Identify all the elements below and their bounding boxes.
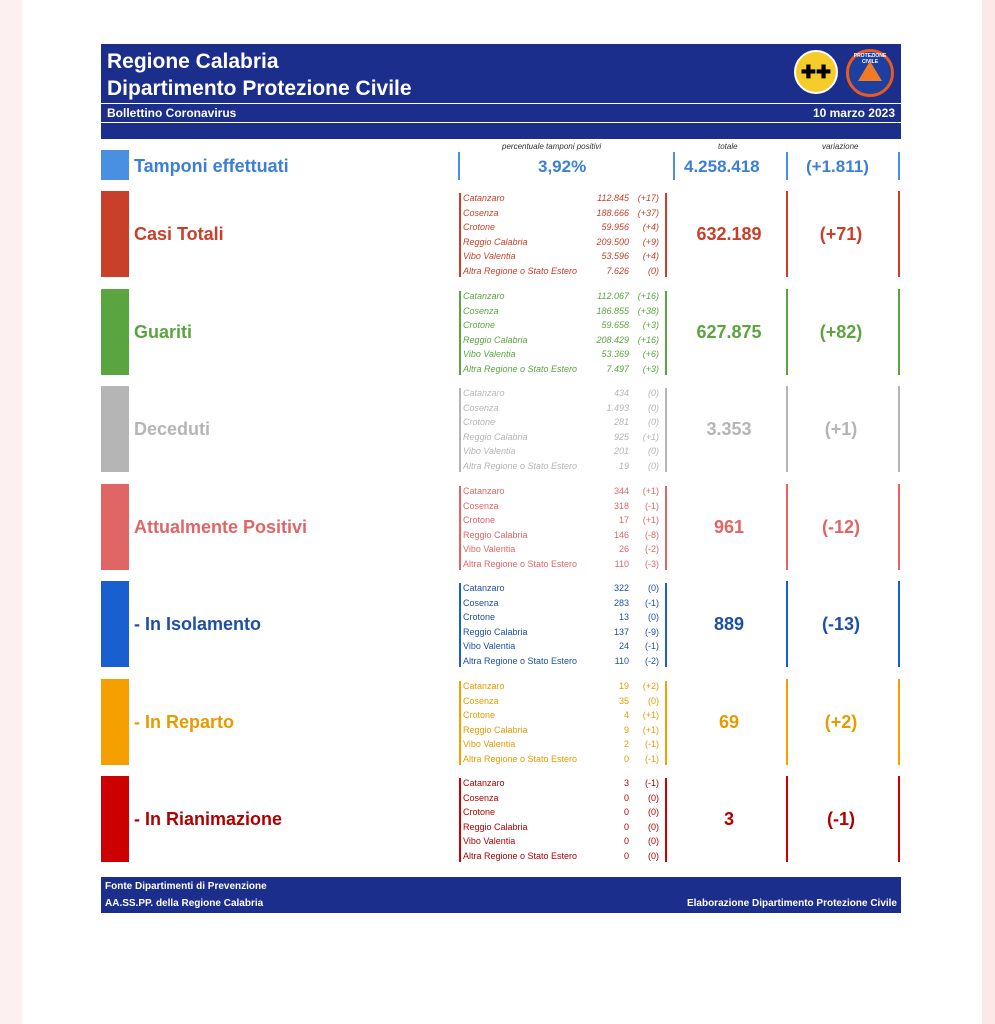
province-value: 201: [613, 446, 629, 456]
province-delta: (+1): [642, 486, 659, 496]
table-row: [463, 291, 663, 305]
province-delta: (-1): [645, 778, 659, 788]
province-name: Vibo Valentia: [463, 446, 516, 456]
province-table: [459, 291, 667, 375]
table-left-border: [459, 583, 461, 667]
province-table: [459, 778, 667, 862]
province-delta: (0): [648, 836, 659, 846]
section-total: 632.189: [696, 224, 762, 244]
province-delta: (+4): [642, 222, 659, 232]
table-left-border: [459, 778, 461, 862]
province-value: 53.596: [601, 251, 629, 261]
province-value: 318: [613, 500, 629, 511]
province-value: 434: [613, 388, 629, 398]
table-row: [463, 696, 663, 710]
province-delta: (+6): [642, 349, 659, 359]
province-delta: (-8): [645, 529, 659, 540]
table-row: [463, 612, 663, 626]
province-delta: (+3): [642, 320, 659, 330]
province-value: 110: [614, 558, 629, 569]
table-row: [463, 251, 663, 265]
header-title-line2: Dipartimento Protezione Civile: [107, 77, 412, 100]
province-value: 208.429: [596, 334, 629, 345]
table-row: [463, 266, 663, 280]
tamponi-divider: [673, 152, 675, 180]
province-value: 0: [623, 792, 629, 803]
province-delta: (0): [648, 612, 659, 622]
section-divider: [898, 776, 900, 862]
table-row: [463, 778, 663, 792]
tamponi-color-marker: [101, 150, 129, 180]
province-name: Vibo Valentia: [463, 739, 516, 749]
province-value: 0: [623, 807, 629, 817]
table-row: [463, 349, 663, 363]
table-row: [463, 388, 663, 402]
province-value: 925: [613, 431, 629, 442]
section-3: [0, 484, 995, 570]
province-value: 186.855: [596, 305, 629, 316]
province-delta: (+1): [642, 710, 659, 720]
table-row: [463, 222, 663, 236]
section-total: 3: [723, 809, 734, 829]
province-name: Reggio Calabria: [463, 626, 528, 637]
caption-variazione: variazione: [822, 142, 859, 151]
table-row: [463, 306, 663, 320]
section-total: 627.875: [696, 322, 762, 342]
province-name: Reggio Calabria: [463, 431, 528, 442]
table-row: [463, 335, 663, 349]
province-name: Cosenza: [463, 500, 499, 511]
province-delta: (+16): [637, 291, 659, 301]
province-value: 53.369: [601, 349, 629, 359]
table-row: [463, 656, 663, 670]
tamponi-variazione: (+1.811): [806, 157, 869, 176]
table-row: [463, 583, 663, 597]
section-label: - In Isolamento: [134, 614, 262, 634]
province-delta: (0): [648, 460, 659, 471]
section-color-marker: [101, 191, 129, 277]
table-row: [463, 417, 663, 431]
province-name: Catanzaro: [463, 583, 505, 593]
province-value: 7.497: [606, 363, 629, 374]
regione-calabria-logo: ✚✚: [794, 50, 838, 94]
province-delta: (+37): [637, 207, 659, 218]
province-name: Vibo Valentia: [463, 251, 516, 261]
table-row: [463, 598, 663, 612]
section-color-marker: [101, 386, 129, 472]
section-0: [0, 191, 995, 277]
province-value: 0: [623, 753, 629, 764]
province-name: Crotone: [463, 417, 496, 427]
province-table: [459, 388, 667, 472]
section-variation: (+1): [824, 419, 858, 439]
province-table: [459, 681, 667, 765]
table-row: [463, 559, 663, 573]
table-row: [463, 793, 663, 807]
protezione-civile-logo: PROTEZIONE CIVILE: [846, 49, 894, 97]
province-name: Catanzaro: [463, 681, 505, 691]
province-delta: (-1): [645, 739, 659, 749]
section-label: Guariti: [134, 322, 193, 342]
province-name: Vibo Valentia: [463, 836, 516, 846]
table-row: [463, 237, 663, 251]
province-name: Altra Regione o Stato Estero: [463, 265, 578, 276]
table-row: [463, 725, 663, 739]
province-value: 137: [613, 626, 629, 637]
header-subtitle: Bollettino Coronavirus: [107, 106, 237, 120]
footer-banner: [101, 877, 901, 913]
table-row: [463, 807, 663, 821]
footer-source-line2: AA.SS.PP. della Regione Calabria: [105, 898, 264, 909]
section-label: - In Rianimazione: [134, 809, 283, 829]
province-name: Vibo Valentia: [463, 641, 516, 651]
table-right-border: [665, 583, 667, 667]
province-value: 283: [613, 597, 629, 608]
section-variation: (+82): [819, 322, 863, 342]
section-4: [0, 581, 995, 667]
table-row: [463, 627, 663, 641]
province-value: 9: [623, 724, 629, 735]
table-row: [463, 710, 663, 724]
header-title-line1: Regione Calabria: [107, 50, 279, 73]
table-row: [463, 208, 663, 222]
province-name: Catanzaro: [463, 291, 505, 301]
table-row: [463, 320, 663, 334]
province-delta: (0): [648, 695, 659, 706]
province-value: 110: [614, 655, 629, 666]
province-name: Altra Regione o Stato Estero: [463, 460, 578, 471]
footer-credit: Elaborazione Dipartimento Protezione Civile: [686, 898, 897, 909]
province-delta: (+9): [642, 236, 659, 247]
tamponi-totale: 4.258.418: [684, 157, 760, 176]
table-row: [463, 461, 663, 475]
table-right-border: [665, 291, 667, 375]
table-row: [463, 446, 663, 460]
section-divider: [898, 484, 900, 570]
section-6: [0, 776, 995, 862]
table-left-border: [459, 388, 461, 472]
tamponi-divider: [898, 152, 900, 180]
province-name: Vibo Valentia: [463, 544, 516, 554]
province-delta: (0): [648, 583, 659, 593]
province-delta: (+3): [642, 363, 659, 374]
province-table: [459, 486, 667, 570]
province-name: Cosenza: [463, 305, 499, 316]
province-name: Altra Regione o Stato Estero: [463, 363, 578, 374]
province-value: 344: [613, 486, 629, 496]
province-value: 188.666: [596, 207, 629, 218]
province-name: Catanzaro: [463, 193, 505, 203]
province-delta: (-2): [645, 655, 659, 666]
province-value: 59.956: [601, 222, 629, 232]
table-right-border: [665, 778, 667, 862]
province-delta: (0): [648, 792, 659, 803]
province-name: Reggio Calabria: [463, 529, 528, 540]
section-total: 69: [718, 712, 740, 732]
province-table: [459, 193, 667, 277]
table-right-border: [665, 193, 667, 277]
province-value: 17: [618, 515, 629, 525]
section-variation: (-1): [827, 809, 855, 829]
province-name: Crotone: [463, 222, 496, 232]
table-row: [463, 544, 663, 558]
province-value: 146: [613, 529, 629, 540]
province-value: 112.845: [597, 193, 629, 203]
section-label: Attualmente Positivi: [134, 517, 308, 537]
province-delta: (-1): [645, 500, 659, 511]
province-value: 0: [623, 821, 629, 832]
table-left-border: [459, 193, 461, 277]
province-value: 19: [618, 460, 629, 471]
province-name: Altra Regione o Stato Estero: [463, 558, 578, 569]
section-total: 3.353: [706, 419, 752, 439]
section-variation: (-12): [821, 517, 860, 537]
province-name: Vibo Valentia: [463, 349, 516, 359]
province-delta: (0): [648, 850, 659, 861]
province-delta: (0): [648, 265, 659, 276]
province-delta: (-3): [645, 558, 659, 569]
province-value: 19: [618, 681, 629, 691]
section-divider: [898, 191, 900, 277]
province-delta: (0): [648, 446, 659, 456]
tamponi-label: Tamponi effettuati: [134, 156, 289, 176]
caption-totale: totale: [718, 142, 738, 151]
section-color-marker: [101, 776, 129, 862]
province-delta: (-2): [645, 544, 659, 554]
table-row: [463, 754, 663, 768]
caption-percentuale: percentuale tamponi positivi: [502, 142, 602, 151]
header-banner: [101, 44, 901, 139]
province-value: 322: [613, 583, 629, 593]
section-5: [0, 679, 995, 765]
province-name: Cosenza: [463, 207, 499, 218]
province-value: 7.626: [606, 265, 629, 276]
table-row: [463, 836, 663, 850]
table-row: [463, 403, 663, 417]
province-name: Altra Regione o Stato Estero: [463, 655, 578, 666]
province-delta: (-1): [645, 597, 659, 608]
province-name: Cosenza: [463, 402, 499, 413]
table-row: [463, 432, 663, 446]
province-delta: (+17): [637, 193, 659, 203]
section-1: [0, 289, 995, 375]
province-value: 2: [623, 739, 629, 749]
footer-source-line1: Fonte Dipartimenti di Prevenzione: [105, 881, 267, 892]
province-value: 4: [623, 710, 629, 720]
table-row: [463, 822, 663, 836]
province-value: 209.500: [596, 236, 629, 247]
section-label: Casi Totali: [134, 224, 224, 244]
province-value: 281: [613, 417, 629, 427]
tamponi-row: [0, 142, 995, 182]
province-value: 35: [618, 695, 629, 706]
province-name: Reggio Calabria: [463, 724, 528, 735]
table-right-border: [665, 681, 667, 765]
province-value: 0: [623, 850, 629, 861]
table-right-border: [665, 388, 667, 472]
section-total: 889: [713, 614, 745, 634]
table-row: [463, 193, 663, 207]
section-color-marker: [101, 484, 129, 570]
province-delta: (-9): [645, 626, 659, 637]
province-delta: (-1): [645, 753, 659, 764]
province-name: Altra Regione o Stato Estero: [463, 753, 578, 764]
section-2: [0, 386, 995, 472]
section-color-marker: [101, 679, 129, 765]
province-name: Cosenza: [463, 695, 499, 706]
section-variation: (-13): [821, 614, 860, 634]
table-right-border: [665, 486, 667, 570]
province-name: Crotone: [463, 320, 496, 330]
province-delta: (0): [648, 417, 659, 427]
province-value: 26: [618, 544, 629, 554]
province-name: Altra Regione o Stato Estero: [463, 850, 578, 861]
table-row: [463, 515, 663, 529]
province-name: Crotone: [463, 612, 496, 622]
section-divider: [898, 289, 900, 375]
province-name: Catanzaro: [463, 388, 505, 398]
province-table: [459, 583, 667, 667]
section-divider: [898, 679, 900, 765]
province-name: Cosenza: [463, 597, 499, 608]
table-row: [463, 641, 663, 655]
tamponi-divider: [786, 152, 788, 180]
section-total: 961: [713, 517, 745, 537]
table-row: [463, 486, 663, 500]
province-delta: (-1): [645, 641, 659, 651]
province-value: 0: [623, 836, 629, 846]
table-row: [463, 530, 663, 544]
province-value: 24: [618, 641, 629, 651]
province-delta: (0): [648, 807, 659, 817]
section-color-marker: [101, 581, 129, 667]
tamponi-divider: [458, 152, 460, 180]
section-color-marker: [101, 289, 129, 375]
header-divider-bottom: [101, 122, 901, 123]
province-name: Crotone: [463, 515, 496, 525]
province-delta: (0): [648, 402, 659, 413]
table-row: [463, 364, 663, 378]
section-variation: (+2): [824, 712, 858, 732]
province-delta: (+1): [642, 724, 659, 735]
tamponi-percentuale: 3,92%: [538, 157, 587, 176]
province-name: Crotone: [463, 710, 496, 720]
province-delta: (+1): [642, 431, 659, 442]
province-delta: (+4): [642, 251, 659, 261]
header-date: 10 marzo 2023: [812, 106, 895, 120]
table-left-border: [459, 486, 461, 570]
table-left-border: [459, 291, 461, 375]
province-value: 3: [623, 778, 629, 788]
province-name: Reggio Calabria: [463, 821, 528, 832]
province-name: Catanzaro: [463, 486, 505, 496]
province-delta: (0): [648, 388, 659, 398]
table-row: [463, 851, 663, 865]
table-row: [463, 501, 663, 515]
section-label: Deceduti: [134, 419, 211, 439]
province-name: Crotone: [463, 807, 496, 817]
section-divider: [898, 386, 900, 472]
province-name: Reggio Calabria: [463, 334, 528, 345]
province-name: Cosenza: [463, 792, 499, 803]
province-delta: (+1): [642, 515, 659, 525]
header-divider-top: [101, 103, 901, 104]
section-label: - In Reparto: [134, 712, 235, 732]
province-delta: (+2): [642, 681, 659, 691]
section-variation: (+71): [819, 224, 863, 244]
table-row: [463, 739, 663, 753]
province-delta: (+38): [637, 305, 659, 316]
table-left-border: [459, 681, 461, 765]
province-delta: (0): [648, 821, 659, 832]
section-divider: [898, 581, 900, 667]
province-value: 59.658: [601, 320, 629, 330]
province-value: 13: [618, 612, 629, 622]
province-delta: (+16): [637, 334, 659, 345]
province-value: 1.493: [606, 402, 629, 413]
province-name: Reggio Calabria: [463, 236, 528, 247]
province-name: Catanzaro: [463, 778, 505, 788]
province-value: 112.067: [597, 291, 629, 301]
table-row: [463, 681, 663, 695]
